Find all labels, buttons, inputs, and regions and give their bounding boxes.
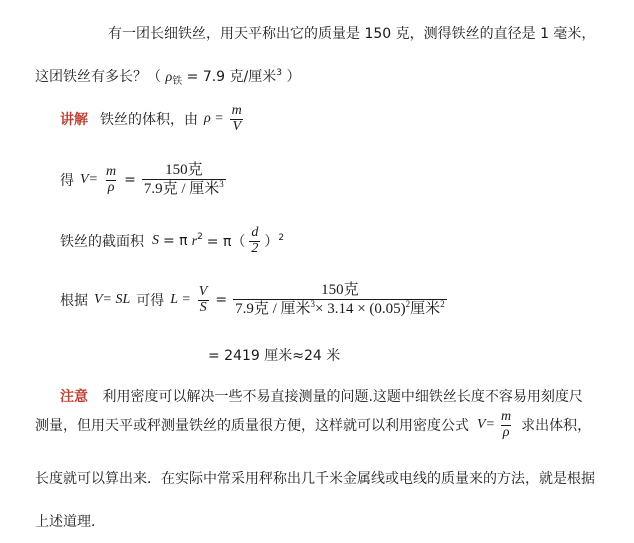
formula: V= SL — [94, 292, 131, 308]
numerator: 150克 — [165, 162, 203, 178]
step-text: 得 — [60, 173, 74, 190]
note-line-3 — [35, 468, 595, 488]
numerator: d — [251, 225, 259, 240]
denominator: V — [232, 118, 242, 134]
density-symbol: ρ — [165, 70, 173, 85]
note-text: 长度就可以算出来．在实际中常采用秤称出几千米金属线或电线的质量来的方法，就是根据 — [35, 471, 595, 487]
numerator: m — [501, 409, 512, 424]
formula-lhs: V= — [477, 417, 495, 433]
equals-pi: = π（ — [206, 234, 246, 251]
step-text: 可得 — [136, 293, 165, 310]
numerator: 150克 — [321, 282, 359, 298]
problem-text: 有一团长细铁丝，用天平称出它的质量是 150 克，测得铁丝的直径是 1 毫米， — [108, 26, 596, 42]
solution-step-4 — [60, 283, 447, 318]
step-text: 铁丝的截面积 — [60, 234, 144, 251]
note-line-1 — [60, 386, 583, 406]
equals-sign: = — [124, 172, 136, 189]
note-line-2 — [35, 410, 591, 440]
numerator: V — [198, 284, 208, 300]
denominator: 7.9克 / 厘米$^3\times 3.14 \times (0.05)^2$厘米$^2$ — [235, 298, 445, 317]
denominator: S — [199, 299, 207, 315]
note-text: 求出体积， — [521, 418, 592, 435]
solution-label: 讲解 — [60, 112, 88, 129]
problem-line-1 — [108, 23, 595, 43]
solution-step-1 — [60, 104, 244, 134]
equals-sign: = — [215, 292, 228, 309]
note-label: 注意 — [60, 389, 88, 405]
formula-lhs: ρ = — [204, 111, 224, 127]
result-text: = 2419 厘米≈24 米 — [208, 348, 341, 364]
fraction — [230, 104, 244, 134]
step-text: 根据 — [60, 293, 88, 310]
note-text: 上述道理． — [35, 514, 105, 530]
fraction — [104, 165, 118, 195]
fraction — [249, 226, 260, 256]
close-paren: ）$^2$ — [264, 233, 285, 251]
density-subscript: 铁 — [172, 76, 183, 87]
fraction — [499, 410, 513, 440]
step-text: 铁丝的体积，由 — [100, 112, 198, 129]
denominator: 2 — [251, 240, 259, 256]
r-squared: $r^2$ — [191, 232, 203, 250]
note-text: 利用密度可以解决一些不易直接测量的问题.这题中细铁丝长度不容易用刻度尺 — [102, 389, 583, 405]
solution-step-3 — [60, 226, 284, 256]
numerator: m — [106, 164, 117, 180]
formula-lhs: V= — [80, 172, 98, 188]
problem-line-2 — [35, 66, 300, 87]
density-value: = 7.9 克/厘米 — [186, 69, 277, 85]
fraction — [233, 283, 447, 318]
problem-text: 这团铁丝有多长？（ — [35, 69, 161, 85]
numerator: m — [231, 103, 242, 118]
solution-result — [208, 345, 340, 365]
close-paren: ） — [286, 69, 301, 85]
denominator: ρ — [502, 424, 510, 440]
exponent: 3 — [276, 68, 282, 78]
note-line-4 — [35, 511, 105, 531]
fraction — [142, 163, 226, 198]
formula-lhs: L = — [170, 292, 191, 308]
solution-step-2 — [60, 163, 226, 198]
formula-lhs: S — [152, 233, 159, 249]
denominator: ρ — [107, 179, 115, 195]
fraction — [197, 285, 210, 315]
note-text: 测量，但用天平或秤测量铁丝的质量很方便，这样就可以利用密度公式 — [35, 418, 469, 435]
denominator: 7.9克 / 厘米$^3$ — [143, 178, 224, 197]
equals-pi: = π — [163, 233, 188, 250]
